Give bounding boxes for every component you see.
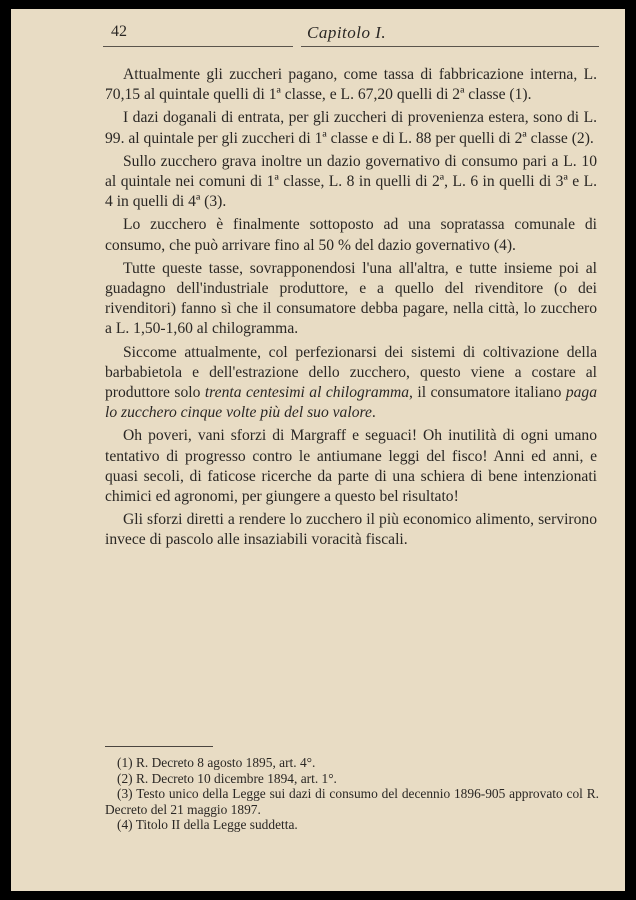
footnote-2: (2) R. Decreto 10 dicembre 1894, art. 1°.: [117, 770, 337, 786]
footnote-rule: [105, 746, 213, 747]
paragraph-6-part3: .: [371, 404, 376, 422]
paragraph-6: [105, 343, 597, 424]
footnote-1: (1) R. Decreto 8 agosto 1895, art. 4°.: [117, 755, 316, 770]
body-text: [105, 65, 597, 554]
paragraph-7: Oh poveri, vani sforzi di Margraff e seguaci! Oh inutilità di ogni umano tentativo di progresso contro le antiumane leggi del fisco! Anni ed anni, e quasi secoli, di faticose ricerche da parte di una schiera di bene intenzionati chimici ed agronomi, per giungere a questo bel risultato!: [105, 427, 597, 506]
paragraph-3: Sullo zucchero grava inoltre un dazio governativo di consumo pari a L. 10 al quintale nei comuni di 1ª classe, L. 8 in quelli di 2ª, L. 6 in quelli di 3ª e L. 4 in quelli di 4ª (3).: [105, 152, 597, 211]
header-rule-right: [301, 46, 599, 47]
paragraph-6-part1: Siccome attualmente, col perfezionarsi dei sistemi di coltivazione della barbabietola e dell'estrazione dello zucchero, questo viene a costare al produttore solo: [105, 343, 597, 402]
italic-price-phrase: trenta centesimi al chilogramma: [204, 384, 410, 402]
paragraph-8: Gli sforzi diretti a rendere lo zucchero il più economico alimento, servirono invece di pascolo alle insaziabili voracità fiscali.: [105, 511, 597, 549]
footnote-4: (4) Titolo II della Legge suddetta.: [117, 817, 298, 833]
page-number: 42: [111, 23, 127, 40]
header-rule-left: [103, 46, 293, 47]
footnote-3: (3) Testo unico della Legge sui dazi di consumo del decennio 1896-905 approvato col R. Decreto del 21 maggio 1897.: [105, 786, 599, 817]
paragraph-6-part2: , il consumatore italiano: [409, 384, 566, 402]
italic-value-phrase: paga lo zucchero cinque volte più del suo valore: [105, 384, 597, 422]
paragraph-5: Tutte queste tasse, sovrapponendosi l'una all'altra, e tutte insieme poi al guadagno dell'industriale produttore, e a quello del rivenditore (o dei rivenditori) fanno sì che il consumatore debba pagare, nella città, lo zucchero a L. 1,50-1,60 al chilogramma.: [105, 259, 597, 338]
footnotes: [105, 755, 599, 833]
paragraph-2: I dazi doganali di entrata, per gli zuccheri di provenienza estera, sono di L. 99. al quintale per gli zuccheri di 1ª classe e di L. 88 per quelli di 2ª classe (2).: [105, 109, 597, 147]
book-page: [11, 9, 625, 891]
paragraph-4: Lo zucchero è finalmente sottoposto ad una sopratassa comunale di consumo, che può arrivare fino al 50 % del dazio governativo (4).: [105, 216, 597, 254]
paragraph-1: Attualmente gli zuccheri pagano, come tassa di fabbricazione interna, L. 70,15 al quintale quelli di 1ª classe, e L. 67,20 quelli di 2ª classe (1).: [105, 66, 597, 104]
running-title: Capitolo I.: [307, 23, 387, 42]
